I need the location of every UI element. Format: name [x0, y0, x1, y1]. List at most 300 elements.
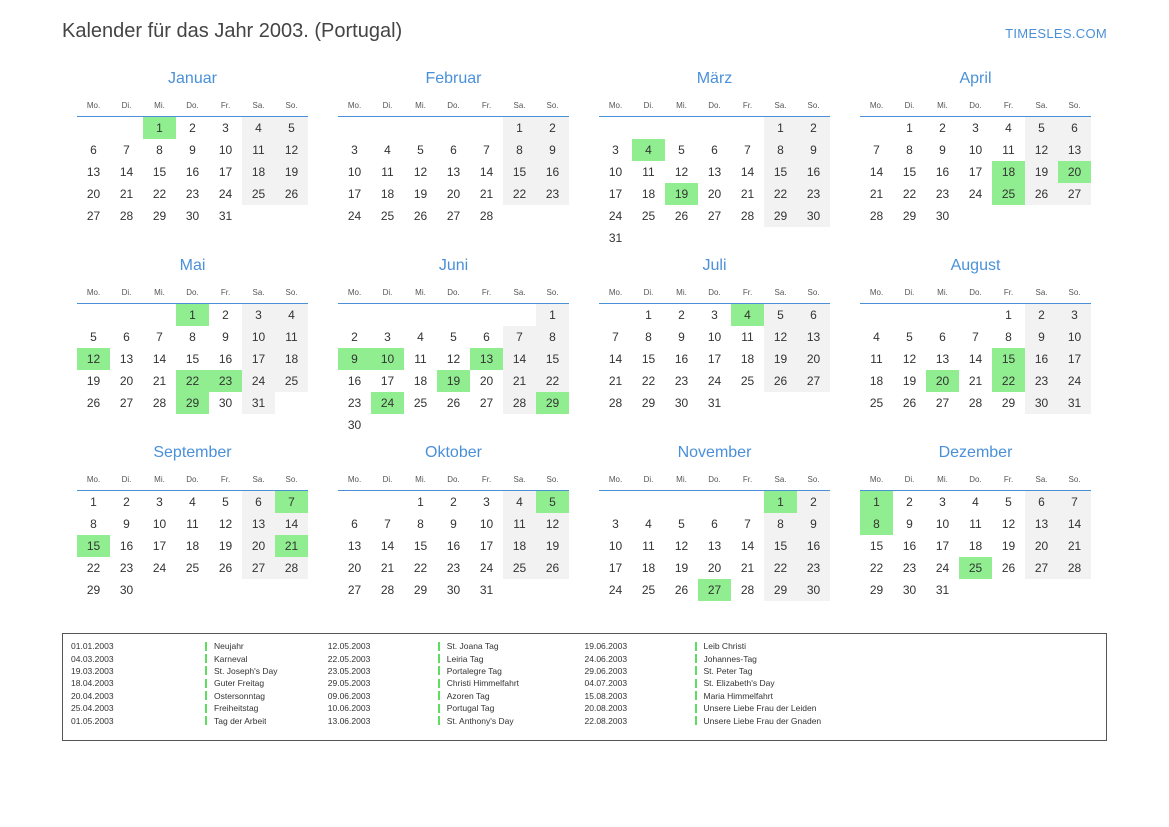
day-cell[interactable]: 6	[1058, 117, 1091, 140]
day-cell[interactable]: 18	[968, 539, 983, 553]
day-cell[interactable]: 17	[218, 165, 233, 179]
day-cell[interactable]: 3	[242, 304, 275, 327]
day-cell[interactable]: 19	[1001, 539, 1016, 553]
day-cell[interactable]: 21	[869, 187, 884, 201]
day-cell[interactable]: 13	[347, 539, 362, 553]
day-cell[interactable]: 17	[242, 348, 275, 370]
day-cell[interactable]: 28	[1058, 557, 1091, 579]
day-cell[interactable]: 16	[347, 374, 362, 388]
day-cell[interactable]: 15	[413, 539, 428, 553]
day-cell[interactable]: 19	[674, 561, 689, 575]
day-cell[interactable]: 26	[674, 209, 689, 223]
day-cell[interactable]: 28	[968, 396, 983, 410]
day-cell[interactable]: 18	[413, 374, 428, 388]
day-cell[interactable]: 6	[483, 330, 490, 344]
holiday-day-cell[interactable]: 9	[338, 348, 371, 370]
day-cell[interactable]: 14	[608, 352, 623, 366]
day-cell[interactable]: 11	[642, 165, 655, 179]
day-cell[interactable]: 25	[641, 583, 656, 597]
day-cell[interactable]: 8	[764, 139, 797, 161]
day-cell[interactable]: 24	[242, 370, 275, 392]
holiday-day-cell[interactable]: 25	[992, 183, 1025, 205]
day-cell[interactable]: 25	[740, 374, 755, 388]
day-cell[interactable]: 8	[645, 330, 652, 344]
day-cell[interactable]: 17	[152, 539, 167, 553]
day-cell[interactable]: 11	[275, 326, 308, 348]
day-cell[interactable]: 27	[1025, 557, 1058, 579]
day-cell[interactable]: 12	[764, 326, 797, 348]
day-cell[interactable]: 20	[86, 187, 101, 201]
day-cell[interactable]: 7	[503, 326, 536, 348]
day-cell[interactable]: 6	[939, 330, 946, 344]
day-cell[interactable]: 20	[242, 535, 275, 557]
holiday-day-cell[interactable]: 21	[275, 535, 308, 557]
day-cell[interactable]: 5	[1025, 117, 1058, 140]
day-cell[interactable]: 27	[935, 396, 950, 410]
day-cell[interactable]: 6	[123, 330, 130, 344]
day-cell[interactable]: 7	[744, 517, 751, 531]
day-cell[interactable]: 2	[797, 491, 830, 514]
day-cell[interactable]: 17	[608, 561, 623, 575]
day-cell[interactable]: 31	[479, 583, 494, 597]
day-cell[interactable]: 17	[707, 352, 722, 366]
day-cell[interactable]: 23	[797, 183, 830, 205]
day-cell[interactable]: 10	[218, 143, 233, 157]
holiday-day-cell[interactable]: 15	[77, 535, 110, 557]
day-cell[interactable]: 30	[797, 205, 830, 227]
day-cell[interactable]: 10	[608, 165, 623, 179]
day-cell[interactable]: 21	[740, 187, 755, 201]
day-cell[interactable]: 31	[242, 392, 275, 414]
day-cell[interactable]: 25	[380, 209, 395, 223]
day-cell[interactable]: 22	[86, 561, 101, 575]
day-cell[interactable]: 18	[869, 374, 884, 388]
day-cell[interactable]: 31	[1058, 392, 1091, 414]
day-cell[interactable]: 13	[1025, 513, 1058, 535]
day-cell[interactable]: 7	[384, 517, 391, 531]
day-cell[interactable]: 11	[642, 539, 655, 553]
day-cell[interactable]: 24	[1058, 370, 1091, 392]
day-cell[interactable]: 9	[123, 517, 130, 531]
day-cell[interactable]: 29	[764, 579, 797, 601]
day-cell[interactable]: 17	[1058, 348, 1091, 370]
day-cell[interactable]: 9	[797, 139, 830, 161]
day-cell[interactable]: 14	[1058, 513, 1091, 535]
day-cell[interactable]: 10	[935, 517, 950, 531]
day-cell[interactable]: 22	[152, 187, 167, 201]
day-cell[interactable]: 7	[483, 143, 490, 157]
day-cell[interactable]: 15	[152, 165, 167, 179]
day-cell[interactable]: 12	[674, 165, 689, 179]
day-cell[interactable]: 6	[242, 491, 275, 514]
day-cell[interactable]: 15	[503, 161, 536, 183]
day-cell[interactable]: 16	[935, 165, 950, 179]
day-cell[interactable]: 12	[1025, 139, 1058, 161]
day-cell[interactable]: 11	[1002, 143, 1015, 157]
day-cell[interactable]: 18	[641, 187, 656, 201]
day-cell[interactable]: 5	[450, 330, 457, 344]
day-cell[interactable]: 27	[479, 396, 494, 410]
day-cell[interactable]: 11	[381, 165, 394, 179]
day-cell[interactable]: 18	[740, 352, 755, 366]
day-cell[interactable]: 28	[275, 557, 308, 579]
day-cell[interactable]: 14	[275, 513, 308, 535]
day-cell[interactable]: 24	[218, 187, 233, 201]
day-cell[interactable]: 13	[1058, 139, 1091, 161]
day-cell[interactable]: 23	[902, 561, 917, 575]
day-cell[interactable]: 8	[536, 326, 569, 348]
day-cell[interactable]: 31	[707, 396, 722, 410]
holiday-day-cell[interactable]: 4	[731, 304, 764, 327]
day-cell[interactable]: 26	[536, 557, 569, 579]
day-cell[interactable]: 26	[86, 396, 101, 410]
day-cell[interactable]: 1	[417, 495, 424, 509]
day-cell[interactable]: 17	[608, 187, 623, 201]
day-cell[interactable]: 17	[935, 539, 950, 553]
day-cell[interactable]: 21	[503, 370, 536, 392]
day-cell[interactable]: 4	[1005, 121, 1012, 135]
day-cell[interactable]: 20	[446, 187, 461, 201]
day-cell[interactable]: 17	[968, 165, 983, 179]
day-cell[interactable]: 15	[869, 539, 884, 553]
day-cell[interactable]: 11	[242, 139, 275, 161]
day-cell[interactable]: 25	[242, 183, 275, 205]
day-cell[interactable]: 10	[608, 539, 623, 553]
day-cell[interactable]: 16	[674, 352, 689, 366]
day-cell[interactable]: 30	[218, 396, 233, 410]
day-cell[interactable]: 1	[90, 495, 97, 509]
day-cell[interactable]: 26	[1025, 183, 1058, 205]
day-cell[interactable]: 29	[869, 583, 884, 597]
day-cell[interactable]: 26	[218, 561, 233, 575]
day-cell[interactable]: 5	[417, 143, 424, 157]
day-cell[interactable]: 19	[902, 374, 917, 388]
day-cell[interactable]: 26	[275, 183, 308, 205]
day-cell[interactable]: 11	[969, 517, 982, 531]
day-cell[interactable]: 27	[347, 583, 362, 597]
day-cell[interactable]: 27	[119, 396, 134, 410]
day-cell[interactable]: 23	[797, 557, 830, 579]
day-cell[interactable]: 22	[641, 374, 656, 388]
day-cell[interactable]: 3	[483, 495, 490, 509]
day-cell[interactable]: 13	[86, 165, 101, 179]
day-cell[interactable]: 23	[935, 187, 950, 201]
day-cell[interactable]: 15	[764, 535, 797, 557]
day-cell[interactable]: 3	[222, 121, 229, 135]
day-cell[interactable]: 22	[902, 187, 917, 201]
day-cell[interactable]: 12	[902, 352, 917, 366]
day-cell[interactable]: 10	[479, 517, 494, 531]
day-cell[interactable]: 28	[869, 209, 884, 223]
day-cell[interactable]: 24	[479, 561, 494, 575]
day-cell[interactable]: 2	[797, 117, 830, 140]
day-cell[interactable]: 3	[384, 330, 391, 344]
day-cell[interactable]: 14	[869, 165, 884, 179]
day-cell[interactable]: 4	[275, 304, 308, 327]
day-cell[interactable]: 8	[503, 139, 536, 161]
day-cell[interactable]: 6	[797, 304, 830, 327]
day-cell[interactable]: 4	[972, 495, 979, 509]
day-cell[interactable]: 19	[764, 348, 797, 370]
day-cell[interactable]: 3	[1058, 304, 1091, 327]
day-cell[interactable]: 14	[740, 165, 755, 179]
day-cell[interactable]: 3	[612, 517, 619, 531]
day-cell[interactable]: 2	[222, 308, 229, 322]
day-cell[interactable]: 12	[674, 539, 689, 553]
day-cell[interactable]: 30	[797, 579, 830, 601]
day-cell[interactable]: 7	[972, 330, 979, 344]
day-cell[interactable]: 17	[479, 539, 494, 553]
day-cell[interactable]: 24	[968, 187, 983, 201]
day-cell[interactable]: 19	[275, 161, 308, 183]
holiday-day-cell[interactable]: 27	[698, 579, 731, 601]
day-cell[interactable]: 7	[1058, 491, 1091, 514]
day-cell[interactable]: 9	[678, 330, 685, 344]
day-cell[interactable]: 30	[902, 583, 917, 597]
day-cell[interactable]: 21	[119, 187, 134, 201]
day-cell[interactable]: 5	[275, 117, 308, 140]
day-cell[interactable]: 2	[450, 495, 457, 509]
day-cell[interactable]: 19	[536, 535, 569, 557]
holiday-day-cell[interactable]: 1	[860, 491, 893, 514]
day-cell[interactable]: 21	[479, 187, 494, 201]
day-cell[interactable]: 5	[678, 517, 685, 531]
day-cell[interactable]: 10	[242, 326, 275, 348]
day-cell[interactable]: 2	[1025, 304, 1058, 327]
day-cell[interactable]: 10	[1058, 326, 1091, 348]
holiday-day-cell[interactable]: 1	[176, 304, 209, 327]
holiday-day-cell[interactable]: 8	[860, 513, 893, 535]
holiday-day-cell[interactable]: 1	[764, 491, 797, 514]
day-cell[interactable]: 18	[641, 561, 656, 575]
day-cell[interactable]: 9	[189, 143, 196, 157]
brand-link[interactable]: TIMESLES.COM	[1005, 26, 1107, 41]
day-cell[interactable]: 25	[275, 370, 308, 392]
day-cell[interactable]: 22	[536, 370, 569, 392]
day-cell[interactable]: 31	[608, 231, 623, 245]
day-cell[interactable]: 6	[90, 143, 97, 157]
day-cell[interactable]: 16	[536, 161, 569, 183]
day-cell[interactable]: 3	[612, 143, 619, 157]
day-cell[interactable]: 12	[446, 352, 461, 366]
holiday-day-cell[interactable]: 20	[1058, 161, 1091, 183]
day-cell[interactable]: 14	[380, 539, 395, 553]
day-cell[interactable]: 21	[608, 374, 623, 388]
day-cell[interactable]: 7	[612, 330, 619, 344]
day-cell[interactable]: 30	[446, 583, 461, 597]
day-cell[interactable]: 12	[275, 139, 308, 161]
day-cell[interactable]: 21	[1058, 535, 1091, 557]
day-cell[interactable]: 7	[873, 143, 880, 157]
holiday-day-cell[interactable]: 13	[470, 348, 503, 370]
day-cell[interactable]: 16	[218, 352, 233, 366]
day-cell[interactable]: 22	[764, 557, 797, 579]
day-cell[interactable]: 24	[608, 583, 623, 597]
day-cell[interactable]: 8	[1005, 330, 1012, 344]
day-cell[interactable]: 28	[479, 209, 494, 223]
day-cell[interactable]: 16	[797, 161, 830, 183]
day-cell[interactable]: 30	[1025, 392, 1058, 414]
day-cell[interactable]: 27	[707, 209, 722, 223]
day-cell[interactable]: 24	[935, 561, 950, 575]
day-cell[interactable]: 21	[740, 561, 755, 575]
holiday-day-cell[interactable]: 25	[959, 557, 992, 579]
day-cell[interactable]: 25	[503, 557, 536, 579]
day-cell[interactable]: 10	[152, 517, 167, 531]
day-cell[interactable]: 10	[968, 143, 983, 157]
day-cell[interactable]: 28	[608, 396, 623, 410]
day-cell[interactable]: 20	[347, 561, 362, 575]
day-cell[interactable]: 20	[119, 374, 134, 388]
day-cell[interactable]: 16	[185, 165, 200, 179]
day-cell[interactable]: 20	[479, 374, 494, 388]
day-cell[interactable]: 25	[185, 561, 200, 575]
day-cell[interactable]: 23	[536, 183, 569, 205]
day-cell[interactable]: 6	[711, 517, 718, 531]
day-cell[interactable]: 13	[707, 539, 722, 553]
day-cell[interactable]: 9	[222, 330, 229, 344]
holiday-day-cell[interactable]: 1	[143, 117, 176, 140]
holiday-day-cell[interactable]: 20	[926, 370, 959, 392]
holiday-day-cell[interactable]: 12	[77, 348, 110, 370]
holiday-day-cell[interactable]: 29	[176, 392, 209, 414]
day-cell[interactable]: 14	[503, 348, 536, 370]
day-cell[interactable]: 16	[446, 539, 461, 553]
day-cell[interactable]: 16	[1025, 348, 1058, 370]
day-cell[interactable]: 20	[707, 187, 722, 201]
day-cell[interactable]: 2	[123, 495, 130, 509]
day-cell[interactable]: 16	[119, 539, 134, 553]
day-cell[interactable]: 4	[242, 117, 275, 140]
holiday-day-cell[interactable]: 10	[371, 348, 404, 370]
holiday-day-cell[interactable]: 22	[992, 370, 1025, 392]
day-cell[interactable]: 12	[218, 517, 233, 531]
day-cell[interactable]: 1	[536, 304, 569, 327]
day-cell[interactable]: 9	[450, 517, 457, 531]
day-cell[interactable]: 4	[645, 517, 652, 531]
day-cell[interactable]: 31	[218, 209, 233, 223]
day-cell[interactable]: 22	[869, 561, 884, 575]
day-cell[interactable]: 9	[906, 517, 913, 531]
day-cell[interactable]: 5	[90, 330, 97, 344]
day-cell[interactable]: 13	[797, 326, 830, 348]
day-cell[interactable]: 18	[185, 539, 200, 553]
day-cell[interactable]: 28	[380, 583, 395, 597]
holiday-day-cell[interactable]: 23	[209, 370, 242, 392]
holiday-day-cell[interactable]: 19	[665, 183, 698, 205]
day-cell[interactable]: 13	[242, 513, 275, 535]
day-cell[interactable]: 30	[185, 209, 200, 223]
day-cell[interactable]: 23	[446, 561, 461, 575]
day-cell[interactable]: 20	[797, 348, 830, 370]
day-cell[interactable]: 11	[870, 352, 883, 366]
day-cell[interactable]: 23	[185, 187, 200, 201]
day-cell[interactable]: 4	[417, 330, 424, 344]
day-cell[interactable]: 22	[413, 561, 428, 575]
day-cell[interactable]: 5	[764, 304, 797, 327]
day-cell[interactable]: 12	[1001, 517, 1016, 531]
day-cell[interactable]: 23	[1025, 370, 1058, 392]
day-cell[interactable]: 15	[185, 352, 200, 366]
day-cell[interactable]: 6	[1025, 491, 1058, 514]
day-cell[interactable]: 1	[645, 308, 652, 322]
day-cell[interactable]: 14	[152, 352, 167, 366]
day-cell[interactable]: 7	[744, 143, 751, 157]
day-cell[interactable]: 12	[413, 165, 428, 179]
day-cell[interactable]: 9	[1025, 326, 1058, 348]
day-cell[interactable]: 28	[503, 392, 536, 414]
day-cell[interactable]: 1	[503, 117, 536, 140]
day-cell[interactable]: 2	[678, 308, 685, 322]
day-cell[interactable]: 23	[674, 374, 689, 388]
day-cell[interactable]: 7	[123, 143, 130, 157]
day-cell[interactable]: 10	[347, 165, 362, 179]
day-cell[interactable]: 25	[869, 396, 884, 410]
day-cell[interactable]: 13	[935, 352, 950, 366]
day-cell[interactable]: 1	[764, 117, 797, 140]
day-cell[interactable]: 26	[902, 396, 917, 410]
day-cell[interactable]: 31	[935, 583, 950, 597]
day-cell[interactable]: 6	[450, 143, 457, 157]
day-cell[interactable]: 19	[1025, 161, 1058, 183]
day-cell[interactable]: 5	[678, 143, 685, 157]
day-cell[interactable]: 11	[186, 517, 199, 531]
day-cell[interactable]: 28	[119, 209, 134, 223]
day-cell[interactable]: 15	[536, 348, 569, 370]
day-cell[interactable]: 20	[707, 561, 722, 575]
day-cell[interactable]: 24	[707, 374, 722, 388]
day-cell[interactable]: 15	[902, 165, 917, 179]
day-cell[interactable]: 26	[413, 209, 428, 223]
day-cell[interactable]: 22	[764, 183, 797, 205]
day-cell[interactable]: 19	[218, 539, 233, 553]
day-cell[interactable]: 4	[384, 143, 391, 157]
holiday-day-cell[interactable]: 24	[371, 392, 404, 414]
day-cell[interactable]: 8	[189, 330, 196, 344]
day-cell[interactable]: 14	[479, 165, 494, 179]
day-cell[interactable]: 8	[906, 143, 913, 157]
holiday-day-cell[interactable]: 18	[992, 161, 1025, 183]
day-cell[interactable]: 15	[764, 161, 797, 183]
day-cell[interactable]: 27	[446, 209, 461, 223]
day-cell[interactable]: 7	[156, 330, 163, 344]
day-cell[interactable]: 29	[641, 396, 656, 410]
day-cell[interactable]: 11	[503, 513, 536, 535]
day-cell[interactable]: 2	[351, 330, 358, 344]
day-cell[interactable]: 2	[536, 117, 569, 140]
day-cell[interactable]: 23	[119, 561, 134, 575]
day-cell[interactable]: 19	[86, 374, 101, 388]
day-cell[interactable]: 24	[347, 209, 362, 223]
day-cell[interactable]: 27	[1058, 183, 1091, 205]
day-cell[interactable]: 2	[189, 121, 196, 135]
day-cell[interactable]: 21	[152, 374, 167, 388]
day-cell[interactable]: 26	[1001, 561, 1016, 575]
day-cell[interactable]: 3	[711, 308, 718, 322]
day-cell[interactable]: 29	[86, 583, 101, 597]
day-cell[interactable]: 29	[413, 583, 428, 597]
day-cell[interactable]: 24	[152, 561, 167, 575]
day-cell[interactable]: 8	[156, 143, 163, 157]
holiday-day-cell[interactable]: 5	[536, 491, 569, 514]
day-cell[interactable]: 14	[119, 165, 134, 179]
day-cell[interactable]: 30	[347, 418, 362, 432]
day-cell[interactable]: 2	[939, 121, 946, 135]
day-cell[interactable]: 4	[189, 495, 196, 509]
day-cell[interactable]: 5	[906, 330, 913, 344]
day-cell[interactable]: 8	[417, 517, 424, 531]
day-cell[interactable]: 14	[740, 539, 755, 553]
